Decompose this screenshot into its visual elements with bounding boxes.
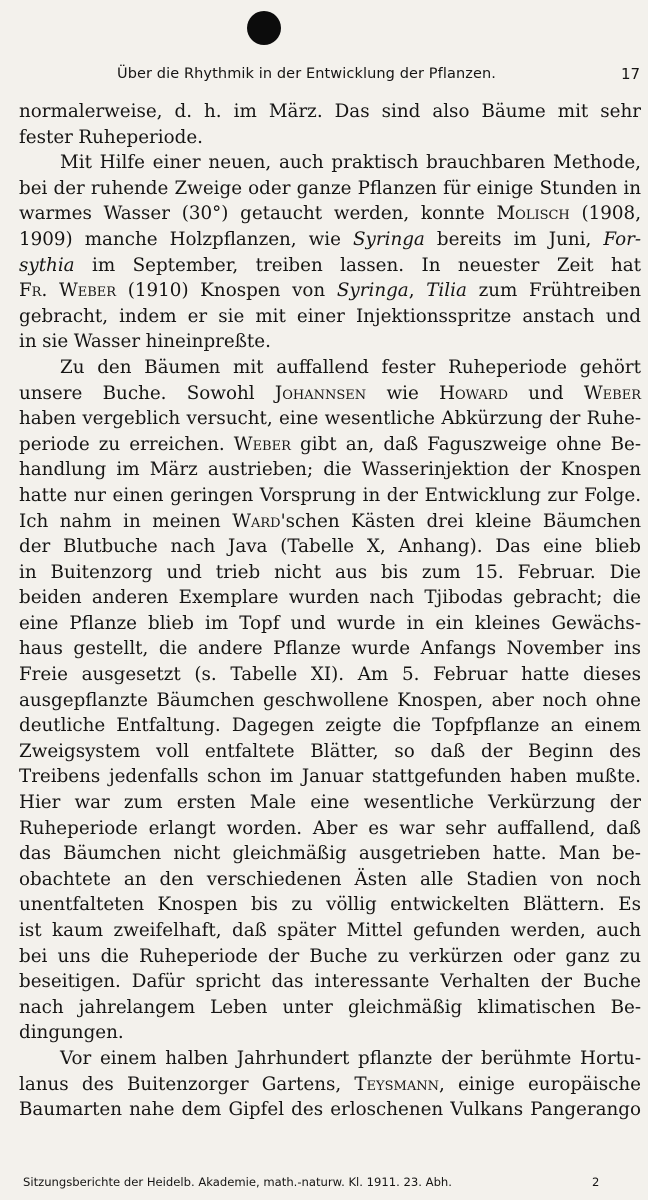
text-line: bei der ruhende Zweige oder ganze Pflanzen für einige Stunden in bbox=[19, 177, 641, 199]
text-line: in sie Wasser hineinpreßte. bbox=[19, 331, 271, 353]
paragraph-start-line: Mit Hilfe einer neuen, auch praktisch brauchbaren Methode, bbox=[60, 152, 641, 174]
text-line: ist kaum zweifelhaft, daß später Mittel gefunden werden, auch bbox=[19, 920, 641, 941]
text-line: unsere Buche. Sowohl Johannsen wie Howard und Weber bbox=[19, 382, 641, 404]
text-line: warmes Wasser (30°) getaucht werden, konnte Molisch (1908, bbox=[19, 203, 642, 225]
punch-hole-mark bbox=[247, 11, 281, 45]
running-head-title: Über die Rhythmik in der Entwicklung der Pflanzen. bbox=[117, 66, 496, 82]
text-line: sythia im September, treiben lassen. In neuester Zeit hat bbox=[19, 254, 641, 276]
text-line: deutliche Entfaltung. Dagegen zeigte die Topfpflanze an einem bbox=[19, 715, 641, 737]
page-number: 17 bbox=[621, 65, 641, 83]
text-line: hatte nur einen geringen Vorsprung in der Entwicklung zur Folge. bbox=[19, 484, 641, 506]
text-line: der Blutbuche nach Java (Tabelle X, Anhang). Das eine blieb bbox=[19, 536, 641, 558]
body-text bbox=[19, 99, 641, 1123]
text-line: beseitigen. Dafür spricht das interessante Verhalten der Buche bbox=[19, 971, 641, 993]
text-line: haben vergeblich versucht, eine wesentliche Abkürzung der Ruhe- bbox=[19, 408, 641, 430]
text-line: beiden anderen Exemplare wurden nach Tjibodas gebracht; die bbox=[19, 587, 641, 609]
text-line: haus gestellt, die andere Pflanze wurde Anfangs November ins bbox=[19, 638, 641, 660]
text-line: bei uns die Ruheperiode der Buche zu verkürzen oder ganz zu bbox=[19, 945, 641, 967]
running-head bbox=[0, 64, 648, 84]
text-line: das Bäumchen nicht gleichmäßig ausgetrieben hatte. Man be- bbox=[19, 843, 641, 865]
text-line: Fr. Weber (1910) Knospen von Syringa, Tilia zum Frühtreiben bbox=[19, 280, 642, 302]
text-line: ausgepflanzte Bäumchen geschwollene Knospen, aber noch ohne bbox=[19, 689, 641, 711]
text-line: gebracht, indem er sie mit einer Injektionsspritze anstach und bbox=[19, 305, 641, 327]
text-line: fester Ruheperiode. bbox=[19, 126, 203, 148]
signature-mark: 2 bbox=[592, 1175, 600, 1189]
text-line: lanus des Buitenzorger Gartens, Teysmann, einige europäische bbox=[19, 1073, 641, 1095]
text-line: obachtete an den verschiedenen Ästen alle Stadien von noch bbox=[19, 868, 641, 890]
text-line: in Buitenzorg und trieb nicht aus bis zum 15. Februar. Die bbox=[19, 561, 641, 583]
text-line: 1909) manche Holzpflanzen, wie Syringa bereits im Juni, For- bbox=[19, 228, 641, 250]
footer-citation: Sitzungsberichte der Heidelb. Akademie, math.-naturw. Kl. 1911. 23. Abh. bbox=[23, 1175, 452, 1189]
text-line: Treibens jedenfalls schon im Januar stattgefunden haben mußte. bbox=[19, 766, 641, 788]
text-line: Hier war zum ersten Male eine wesentliche Verkürzung der bbox=[19, 792, 641, 814]
text-line: eine Pflanze blieb im Topf und wurde in ein kleines Gewächs- bbox=[19, 612, 641, 634]
text-line: nach jahrelangem Leben unter gleichmäßig klimatischen Be- bbox=[19, 996, 641, 1018]
page-footer bbox=[23, 1173, 643, 1191]
text-line: normalerweise, d. h. im März. Das sind also Bäume mit sehr bbox=[19, 101, 641, 122]
text-line: Zweigsystem voll entfaltete Blätter, so daß der Beginn des bbox=[19, 740, 641, 762]
text-line: Ruheperiode erlangt worden. Aber es war sehr auffallend, daß bbox=[19, 817, 641, 839]
text-line: periode zu erreichen. Weber gibt an, daß Faguszweige ohne Be- bbox=[19, 433, 641, 455]
text-line: handlung im März austrieben; die Wasserinjektion der Knospen bbox=[19, 459, 641, 481]
paragraph-start-line: Zu den Bäumen mit auffallend fester Ruheperiode gehört bbox=[60, 356, 641, 378]
text-line: unentfalteten Knospen bis zu völlig entwickelten Blättern. Es bbox=[19, 894, 641, 916]
text-line: Ich nahm in meinen Ward'schen Kästen drei kleine Bäumchen bbox=[19, 510, 641, 532]
text-line: Baumarten nahe dem Gipfel des erloschenen Vulkans Pangerango bbox=[19, 1099, 641, 1121]
text-line: dingungen. bbox=[19, 1022, 124, 1044]
text-line: Freie ausgesetzt (s. Tabelle XI). Am 5. Februar hatte dieses bbox=[19, 664, 641, 686]
paragraph-start-line: Vor einem halben Jahrhundert pflanzte der berühmte Hortu- bbox=[60, 1047, 641, 1069]
